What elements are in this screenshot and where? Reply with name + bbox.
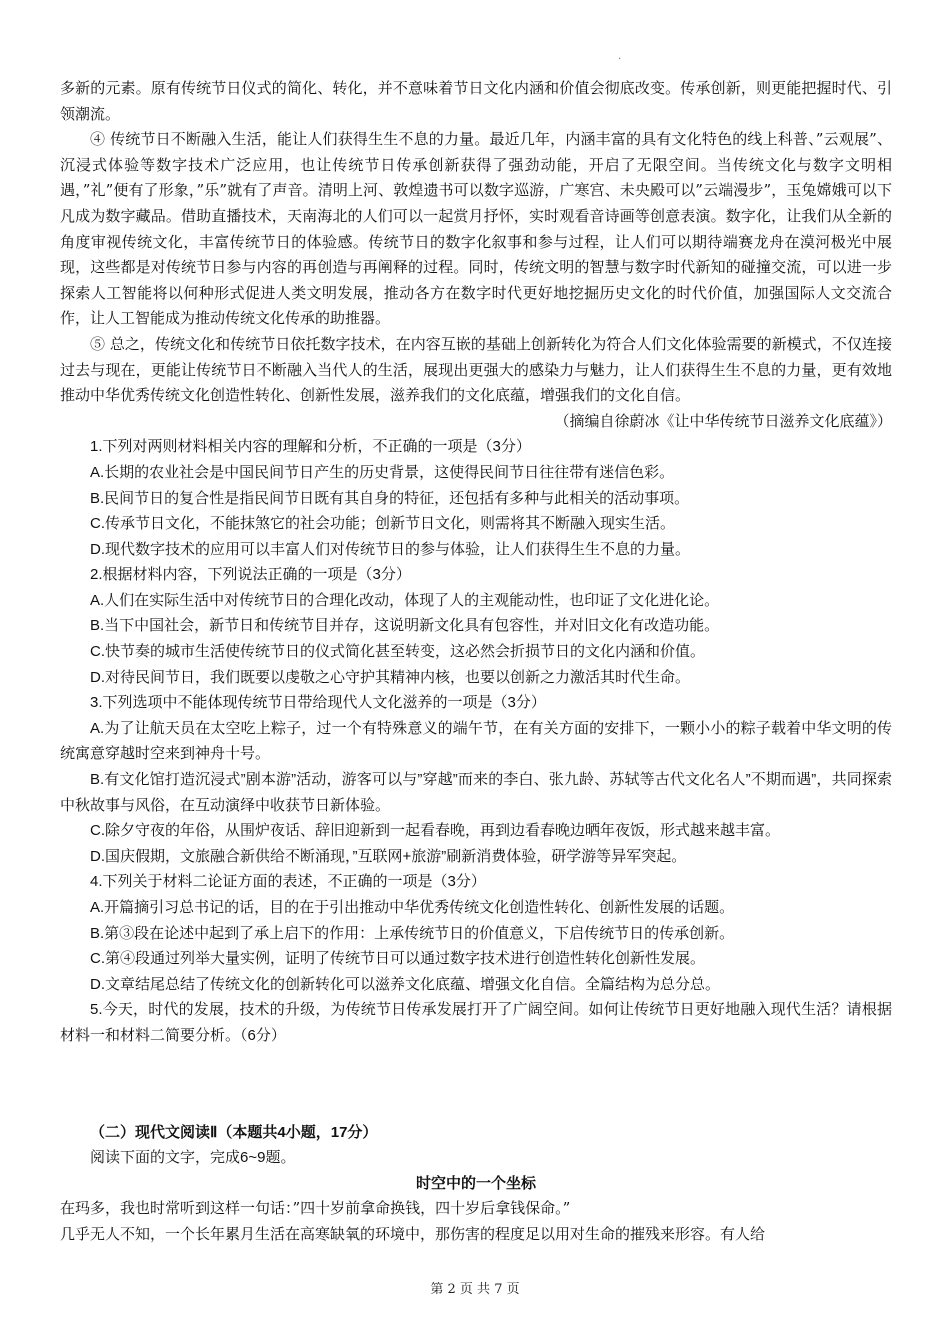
question-3-option-a: A.为了让航天员在太空吃上粽子，过一个有特殊意义的端午节，在有关方面的安排下，一颗小小的粽子载着中华文明的传统寓意穿越时空来到神舟十号。 <box>60 719 892 763</box>
section-2-instruction: 阅读下面的文字，完成6~9题。 <box>90 1149 296 1167</box>
article-line-2: 几乎无人不知，一个长年累月生活在高寒缺氧的环境中，那伤害的程度足以用对生命的摧残来形容。有人给 <box>60 1224 766 1243</box>
question-1-option-b: B.民间节日的复合性是指民间节日既有其自身的特征，还包括有多种与此相关的活动事项。 <box>90 489 690 507</box>
page-body <box>60 76 892 1248</box>
question-2-option-b: B.当下中国社会，新节日和传统节目并存，这说明新文化具有包容性，并对旧文化有改造功能。 <box>90 617 720 635</box>
article-line-1: 在玛多，我也时常听到这样一句话：”四十岁前拿命换钱，四十岁后拿钱保命。” <box>60 1199 571 1218</box>
passage-paragraph-5: ⑤ 总之，传统文化和传统节日依托数字技术，在内容互嵌的基础上创新转化为符合人们文化体验需要的新模式，不仅连接过去与现在，更能让传统节日不断融入当代人的生活，展现出更强大的感染力与魅力，让人们获得生生不息的力量，更有效地推动中华优秀传统文化创造性转化、创新性发展，滋养我们的文化底蕴，增强我们的文化自信。 <box>60 334 892 405</box>
section-2-heading: （二）现代文阅读Ⅱ（本题共4小题，17分） <box>90 1123 378 1141</box>
question-4-option-a: A.开篇摘引习总书记的话，目的在于引出推动中华优秀传统文化创造性转化、创新性发展的话题。 <box>90 899 735 916</box>
page-footer: 第 2 页 共 7 页 <box>430 1282 520 1297</box>
question-1-option-c: C.传承节日文化，不能抹煞它的社会功能；创新节日文化，则需将其不断融入现实生活。 <box>90 515 676 533</box>
question-3-stem: 3.下列选项中不能体现传统节日带给现代人文化滋养的一项是（3分） <box>90 694 546 712</box>
question-3-option-c: C.除夕守夜的年俗，从围炉夜话、辞旧迎新到一起看春晚，再到边看春晚边晒年夜饭，形式越来越丰富。 <box>90 822 781 840</box>
question-4-option-d: D.文章结尾总结了传统文化的创新转化可以滋养文化底蕴、增强文化自信。全篇结构为总分总。 <box>90 975 721 993</box>
question-3-option-b: B.有文化馆打造沉浸式”剧本游”活动，游客可以与”穿越”而来的李白、张九龄、苏轼等古代文化名人”不期而遇”，共同探索中秋故事与风俗，在互动演绎中收获节日新体验。 <box>60 771 892 814</box>
question-3-option-d: D.国庆假期，文旅融合新供给不断涌现，”互联网+旅游”刷新消费体验，研学游等异军突起。 <box>90 847 687 865</box>
question-1-option-d: D.现代数字技术的应用可以丰富人们对传统节日的参与体验，让人们获得生生不息的力量。 <box>90 540 691 558</box>
passage-continuation: 多新的元素。原有传统节日仪式的简化、转化，并不意味着节日文化内涵和价值会彻底改变。传承创新，则更能把握时代、引领潮流。 <box>60 79 892 123</box>
question-4-option-b: B.第③段在论述中起到了承上启下的作用：上承传统节日的价值意义，下启传统节日的传承创新。 <box>90 924 735 942</box>
question-1-option-a: A.长期的农业社会是中国民间节日产生的历史背景，这使得民间节日往往带有迷信色彩。 <box>90 463 675 481</box>
question-2-option-d: D.对待民间节日，我们既要以虔敬之心守护其精神内核，也要以创新之力激活其时代生命。 <box>90 668 691 686</box>
question-1-stem: 1.下列对两则材料相关内容的理解和分析，不正确的一项是（3分） <box>90 438 531 456</box>
passage-source: （摘编自徐蔚冰《让中华传统节日滋养文化底蕴》） <box>554 411 892 430</box>
answer-space <box>60 1049 892 1120</box>
article-title: 时空中的一个坐标 <box>415 1173 536 1192</box>
question-2-option-a: A.人们在实际生活中对传统节日的合理化改动，体现了人的主观能动性，也印证了文化进化论。 <box>90 591 720 609</box>
passage-paragraph-4: ④ 传统节日不断融入生活，能让人们获得生生不息的力量。最近几年，内涵丰富的具有文化特色的线上科普、”云观展”、沉浸式体验等数字技术广泛应用，也让传统节日传承创新获得了强劲动能，开启了无限空间。当传统文化与数字文明相遇，”礼”便有了形象，”乐”就有了声音。清明上河、敦煌遗书可以数字巡游，广寒宫、未央殿可以”云端漫步”，玉兔嫦娥可以下凡成为数字藏品。借助直播技术，天南海北的人们可以一起赏月抒怀，实时观看音诗画等创意表演。数字化，让我们从全新的角度审视传统文化，丰富传统节日的体验感。传统节日的数字化叙事和参与过程，让人们可以期待端赛龙舟在漠河极光中展现，这些都是对传统节日参与内容的再创造与再阐释的过程。同时，传统文明的智慧与数字时代新知的碰撞交流，可以进一步探索人工智能将以何种形式促进人类文明发展，推动各方在数字时代更好地挖掘历史文化的时代价值，加强国际人文交流合作，让人工智能成为推动传统文化传承的助推器。 <box>60 130 892 328</box>
question-2-stem: 2.根据材料内容，下列说法正确的一项是（3分） <box>90 566 411 584</box>
question-2-option-c: C.快节奏的城市生活使传统节日的仪式简化甚至转变，这必然会折损节日的文化内涵和价值。 <box>90 643 706 661</box>
questions-list <box>60 434 892 1048</box>
question-5-stem: 5.今天，时代的发展，技术的升级，为传统节日传承发展打开了广阔空间。如何让传统节日更好地融入现代生活？请根据材料一和材料二简要分析。（6分） <box>60 1001 892 1044</box>
question-4-option-c: C.第④段通过列举大量实例，证明了传统节日可以通过数字技术进行创造性转化创新性发展。 <box>90 950 706 968</box>
page-mark: · <box>618 54 622 65</box>
question-4-stem: 4.下列关于材料二论证方面的表述，不正确的一项是（3分） <box>90 873 486 891</box>
